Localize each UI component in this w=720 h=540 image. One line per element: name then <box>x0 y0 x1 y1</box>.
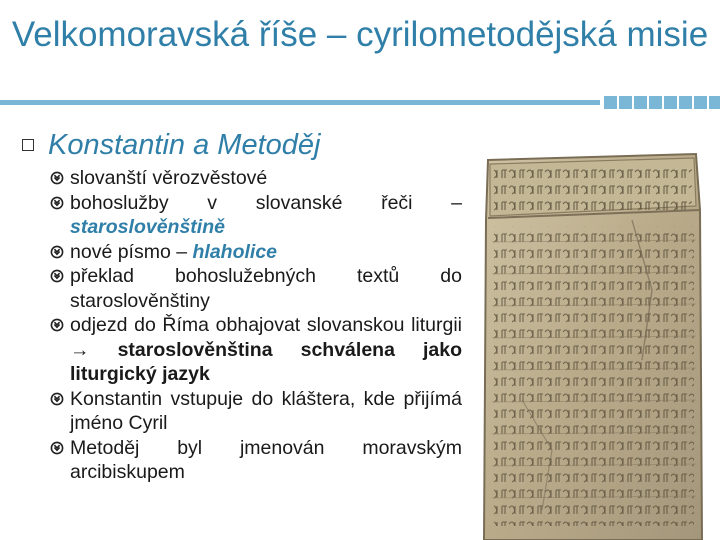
section-heading <box>22 128 320 162</box>
section-heading-label: Konstantin a Metoděj <box>48 129 321 161</box>
list-item <box>50 387 462 436</box>
list-item-text: slovanští věrozvěstové <box>70 167 268 189</box>
list-item <box>50 191 462 240</box>
hollow-square-bullet-icon <box>22 139 34 151</box>
list-item-text: odjezd do Říma obhajovat slovanskou liturgii → <box>70 314 462 361</box>
list-item-text: nové písmo – <box>70 240 193 263</box>
list-item-highlight: hlaholice <box>192 240 278 263</box>
circle-cross-bullet-icon <box>50 196 64 210</box>
circle-cross-bullet-icon <box>50 392 64 406</box>
stone-tablet-image <box>482 150 706 540</box>
list-item <box>50 264 462 313</box>
list-item <box>50 240 462 265</box>
list-item-highlight: staroslověnštině <box>70 216 225 238</box>
circle-cross-bullet-icon <box>50 318 64 332</box>
list-item-highlight: staroslověnština schválena jako liturgický jazyk <box>70 338 463 385</box>
circle-cross-bullet-icon <box>50 441 64 455</box>
stone-tablet-picture <box>482 150 706 540</box>
list-item-text: překlad bohoslužebných textů do staroslověnštiny <box>70 265 462 312</box>
list-item <box>50 313 462 387</box>
list-item-text: bohoslužby v slovanské řeči – <box>70 191 462 214</box>
slide-title: Velkomoravská říše – cyrilometodějská misie <box>11 15 709 54</box>
list-item <box>50 436 462 485</box>
circle-cross-bullet-icon <box>50 269 64 283</box>
circle-cross-bullet-icon <box>50 245 64 259</box>
circle-cross-bullet-icon <box>50 171 64 185</box>
list-item-text: Konstantin vstupuje do kláštera, kde přijímá jméno Cyril <box>70 387 462 434</box>
bullet-list <box>50 166 462 485</box>
list-item-text: Metoděj byl jmenován moravským arcibiskupem <box>70 436 462 483</box>
list-item <box>50 166 462 191</box>
